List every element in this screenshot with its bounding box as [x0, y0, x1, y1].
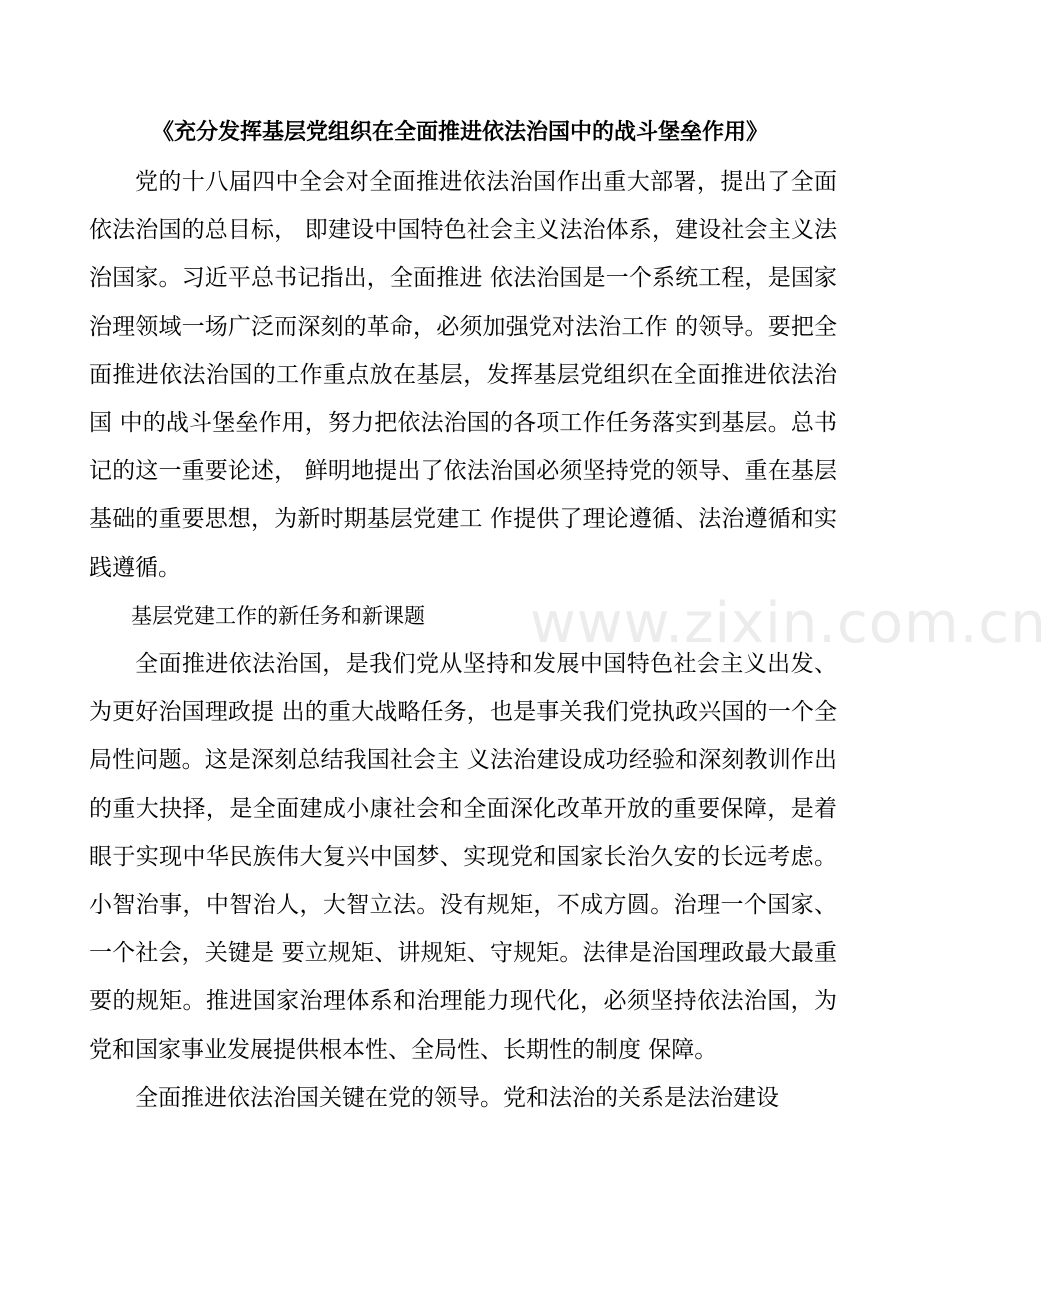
section-heading: 基层党建工作的新任务和新课题 — [131, 603, 425, 628]
document-body — [89, 158, 837, 1122]
watermark: www.zixin.com.cn — [530, 591, 1047, 656]
paragraph-party-leadership: 全面推进依法治国关键在党的领导。党和法治的关系是法治建设 — [135, 1084, 779, 1111]
paragraph-rule-of-law: 全面推进依法治国，是我们党从坚持和发展中国特色社会主义出发、为更好治国理政提 出的重大战略任务，也是事关我们党执政兴国的一个全局性问题。这是深刻总结我国社会主 义法治建设成功经验和深刻教训作出的重大抉择，是全面建成小康社会和全面深化改革开放的重要保障，是着眼于实现中华民族伟大复兴中国梦、实现党和国家长治久安的长远考虑。 小智治事，中智治人，大智立法。没有规矩，不成方圆。治理一个国家、一个社会，关键是 要立规矩、讲规矩、守规矩。法律是治国理政最大最重要的规矩。推进国家治理体系和治理能力现代化，必须坚持依法治国，为党和国家事业发展提供根本性、全局性、长期性的制度 保障。 — [89, 651, 837, 1063]
document-title: 《充分发挥基层党组织在全面推进依法治国中的战斗堡垒作用》 — [151, 120, 768, 145]
paragraph-intro: 党的十八届四中全会对全面推进依法治国作出重大部署，提出了全面依法治国的总目标， 即建设中国特色社会主义法治体系，建设社会主义法治国家。习近平总书记指出，全面推进 依法治国是一个系统工程，是国家治理领域一场广泛而深刻的革命，必须加强党对法治工作 的领导。要把全面推进依法治国的工作重点放在基层，发挥基层党组织在全面推进依法治国 中的战斗堡垒作用，努力把依法治国的各项工作任务落实到基层。总书记的这一重要论述， 鲜明地提出了依法治国必须坚持党的领导、重在基层基础的重要思想，为新时期基层党建工 作提供了理论遵循、法治遵循和实践遵循。 — [89, 169, 837, 581]
